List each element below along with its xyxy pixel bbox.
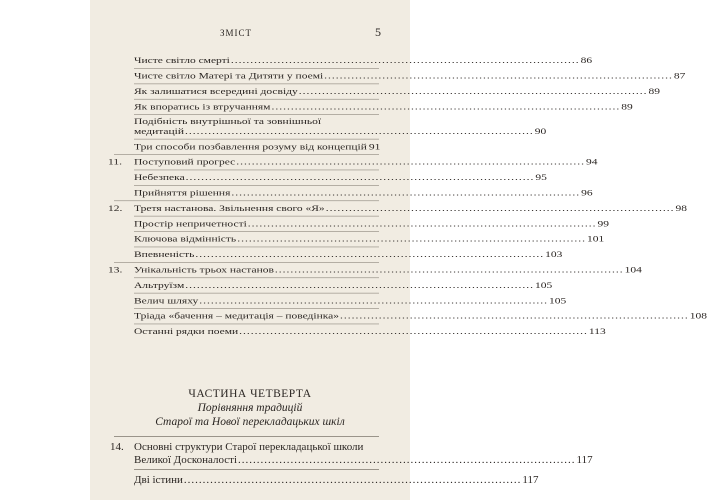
toc-entry-page: 94 [585, 158, 598, 167]
toc-leader-dots: .......................................................................................... [274, 266, 624, 275]
toc-entry [134, 312, 707, 321]
toc-entry-page: 101 [586, 235, 605, 244]
toc-entry-page: 86 [580, 56, 593, 66]
row-rule [134, 170, 379, 171]
toc-leader-dots: .......................................................................................... [271, 103, 621, 112]
toc-entry-title: Простір непричетності [134, 220, 247, 229]
row-rule [134, 139, 379, 140]
row-rule [134, 247, 379, 248]
row-rule [134, 114, 379, 115]
toc-entry-page: 98 [675, 204, 687, 214]
toc-chapter [108, 266, 642, 275]
toc-leader-dots: .......................................................................................... [199, 297, 549, 306]
row-rule [134, 277, 379, 278]
toc-chapter [108, 204, 687, 214]
toc-entry [134, 127, 547, 137]
toc-leader-dots: .......................................................................................... [185, 173, 535, 183]
toc-entry-page: 89 [648, 87, 660, 97]
toc-leader-dots: .......................................................................................... [340, 312, 689, 321]
toc-entry-title: Впевненість [134, 250, 195, 260]
toc-entry-title: Прийняття рішення [134, 189, 231, 198]
row-rule [114, 436, 379, 437]
toc-leader-dots: .......................................................................................... [230, 56, 580, 66]
toc-entry [134, 56, 593, 66]
toc-leader-dots: .......................................................................................... [238, 454, 576, 466]
toc-entry-title: Альтруїзм [134, 281, 185, 291]
toc-leader-dots: .......................................................................................... [185, 281, 534, 291]
toc-entry [134, 143, 379, 152]
toc-entry [134, 173, 547, 183]
part-subtitle-line-2: Старої та Нової перекладацьких шкіл [155, 416, 345, 428]
toc-entry [134, 235, 605, 244]
toc-entry [134, 297, 567, 306]
row-rule [114, 262, 379, 263]
toc-entry-page: 117 [576, 454, 593, 466]
toc-leader-dots: .......................................................................................... [324, 72, 673, 81]
part-subtitle-line-1: Порівняння традицій [197, 402, 303, 414]
toc-entry-title: Три способи позбавлення розуму від концепцій [134, 143, 367, 152]
toc-chapter-number: 11. [108, 158, 122, 167]
toc-entry [134, 87, 660, 97]
toc-entry-title: Тріада «бачення – медитація – поведінка» [134, 312, 340, 321]
toc-chapter-number: 12. [108, 204, 123, 214]
toc-entry-page: 99 [597, 220, 610, 229]
toc-entry-first-line: Подібність внутрішньої та зовнішньої [134, 117, 322, 127]
toc-entry [134, 189, 593, 198]
row-rule [134, 231, 379, 232]
book-page [90, 0, 707, 500]
row-rule [134, 216, 379, 217]
row-rule [114, 200, 379, 201]
toc-entry-page: 117 [522, 474, 539, 486]
toc-chapter [108, 158, 598, 167]
toc-entry-title: Велич шляху [134, 297, 199, 306]
toc-entry-page: 95 [535, 173, 547, 183]
toc-entry-title: Поступовий прогрес [134, 158, 236, 167]
row-rule [134, 84, 379, 85]
toc-leader-dots: .......................................................................................... [236, 158, 585, 167]
toc-entry-page: 89 [621, 103, 633, 112]
row-rule [134, 68, 379, 69]
toc-entry-title: Як залишатися всередині досвіду [134, 87, 298, 97]
toc-entry [134, 474, 539, 486]
toc-entry [134, 281, 553, 291]
toc-leader-dots: .......................................................................................... [185, 127, 534, 137]
toc-entry [134, 103, 633, 112]
row-rule [134, 99, 379, 100]
row-rule [134, 185, 379, 186]
toc-entry-title: Унікальність трьох настанов [134, 266, 274, 275]
toc-entry-title: Чисте світло смерті [134, 56, 230, 66]
toc-entry-title: Дві істини [134, 474, 183, 486]
toc-entry-title: Ключова відмінність [134, 235, 237, 244]
toc-entry-first-line: Основні структури Старої перекладацької школи [134, 441, 364, 453]
row-rule [134, 469, 379, 470]
toc-entry-title: Великої Досконалості [134, 454, 238, 466]
row-rule [134, 324, 379, 325]
toc-entry-page: 104 [624, 266, 642, 275]
toc-leader-dots: .......................................................................................... [195, 250, 545, 260]
page-number: 5 [375, 25, 381, 39]
toc-entry-page: 91 [368, 143, 381, 152]
toc-entry [134, 327, 606, 337]
toc-entry-title: Третя настанова. Звільнення свого «Я» [134, 204, 325, 214]
toc-entry-page: 96 [581, 189, 593, 198]
toc-entry-title: Чисте світло Матері та Дитяти у поемі [134, 72, 324, 81]
toc-entry-title: Небезпека [134, 173, 185, 183]
toc-chapter-number: 14. [110, 441, 124, 453]
toc-leader-dots: .......................................................................................... [239, 327, 588, 337]
toc-entry [134, 72, 686, 81]
toc-entry [134, 250, 563, 260]
toc-leader-dots: .......................................................................................... [237, 235, 586, 244]
toc-entry [134, 454, 593, 466]
toc-entry-page: 113 [588, 327, 606, 337]
toc-chapter-number: 13. [108, 266, 123, 275]
toc-entry-page: 103 [545, 250, 563, 260]
toc-leader-dots: .......................................................................................... [325, 204, 675, 214]
toc-entry-page: 90 [534, 127, 547, 137]
toc-leader-dots: .......................................................................................... [183, 474, 522, 486]
running-head: ЗМІСТ [220, 28, 253, 38]
toc-entry-page: 105 [534, 281, 553, 291]
toc-entry-page: 108 [689, 312, 707, 321]
toc-leader-dots: .......................................................................................... [298, 87, 648, 97]
toc-entry [134, 220, 610, 229]
row-rule [114, 154, 379, 155]
toc-entry-title: Як впоратись із втручанням [134, 103, 271, 112]
toc-leader-dots: .......................................................................................... [247, 220, 597, 229]
toc-entry-title: Останні рядки поеми [134, 327, 239, 337]
toc-entry-page: 105 [549, 297, 567, 306]
toc-entry-page: 87 [673, 72, 686, 81]
row-rule [134, 308, 379, 309]
row-rule [134, 293, 379, 294]
part-label: ЧАСТИНА ЧЕТВЕРТА [188, 388, 312, 400]
toc-entry-title: медитацій [134, 127, 185, 137]
toc-leader-dots: .......................................................................................... [231, 189, 581, 198]
